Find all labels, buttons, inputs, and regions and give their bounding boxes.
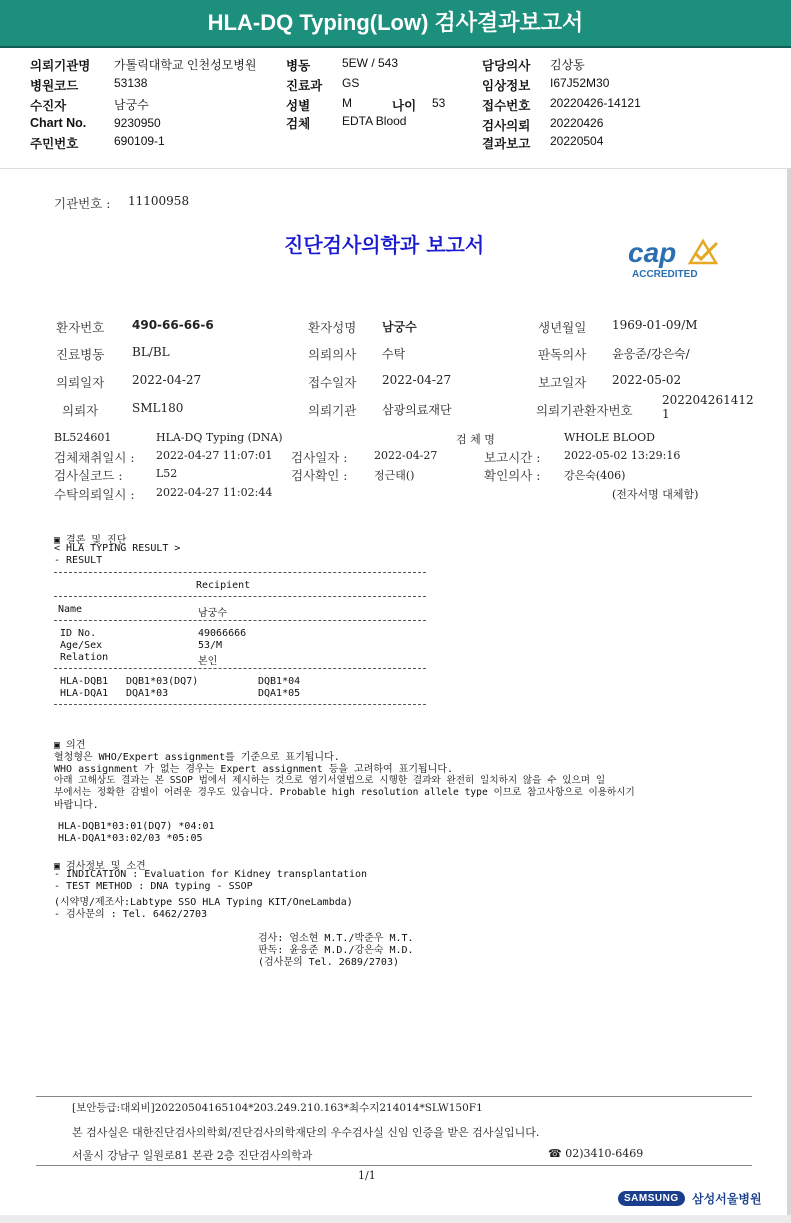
relation-value: 본인 [198,656,218,667]
info-value: 1 [662,407,670,421]
header-value: 김상동 [550,58,585,72]
info-value: 수탁 [382,347,406,361]
header-value: 690109-1 [114,134,165,148]
info-value: 2022-04-27 [382,373,452,387]
collect-time: 2022-04-27 11:07:01 [156,449,273,462]
info-value: 2022-05-02 [612,373,682,387]
header-label: Chart No. [30,116,87,130]
info-value: 202204261412 [662,393,754,407]
result-subtitle: - RESULT [54,555,103,566]
test-name: HLA-DQ Typing (DNA) [156,431,283,444]
signer-line: 판독: 윤응준 M.D./강은숙 M.D. [258,945,414,956]
section-title: ▣ 검사정보 및 소견 [54,861,146,872]
esign-note: (전자서명 대체함) [612,488,699,501]
footer-divider [36,1096,752,1097]
dqb1-allele-a: DQB1*03(DQ7) [126,676,199,687]
header-label: 검사의뢰 [482,119,531,133]
header-label: 임상정보 [482,79,531,93]
info-label: 판독의사 [538,347,587,362]
opinion-line: 바랍니다. [54,800,99,811]
info-line: - TEST METHOD : DNA typing - SSOP [54,881,253,892]
header-label: 병원코드 [30,79,79,93]
info-label: 생년월일 [538,320,587,335]
dqb1-label: HLA-DQB1 [60,676,109,687]
patient-header [0,48,791,168]
cert-line: 본 검사실은 대한진단검사의학회/진단검사의학재단의 우수검사실 신임 인증을 받은 검사실입니다. [72,1126,540,1139]
info-label: 의뢰일자 [56,375,105,390]
verify: 정근태() [374,469,415,482]
header-label: 검체 [286,117,311,131]
footer-divider [36,1165,752,1166]
info-label: 환자번호 [56,320,105,335]
test-code: BL524601 [54,431,112,444]
age-label: Age/Sex [60,640,103,651]
divider [54,668,426,669]
inst-no-label: 기관번호 : [54,196,111,211]
header-value: I67J52M30 [550,76,610,90]
exam-date: 2022-04-27 [374,449,438,462]
info-label: 환자성명 [308,320,357,335]
header-label: 주민번호 [30,137,79,151]
divider [54,620,426,621]
opinion-line: 혈청형은 WHO/Expert assignment를 기준으로 표기됩니다. [54,752,340,763]
header-label: 의뢰기관명 [30,59,91,73]
header-label: 나이 [392,99,417,113]
header-value: 가톨릭대학교 인천성모병원 [114,58,257,72]
address-line: 서울시 강남구 일원로81 본관 2층 진단검사의학과 [72,1149,313,1162]
header-value: 53 [432,96,446,110]
info-label: 의뢰기관환자번호 [536,403,633,418]
header-label: 진료과 [286,79,323,93]
header-value: 20220426 [550,116,604,130]
signer-line: (검사문의 Tel. 2689/2703) [258,957,399,968]
signer-line: 검사: 엄소현 M.T./박준우 M.T. [258,933,414,944]
check-triangle-icon [686,237,720,267]
confirm-label: 확인의사 : [484,468,541,483]
dqa1-allele-a: DQA1*03 [126,688,169,699]
header-label: 결과보고 [482,137,531,151]
lab-code: L52 [156,467,178,480]
opinion-line: 아래 고해상도 결과는 본 SSOP 법에서 제시하는 것으로 염기서열법으로 시행한 결과와 완전히 일치하지 않을 수 있으며 일 [54,775,606,786]
header-value: 53138 [114,76,148,90]
recipient-header: Recipient [196,580,251,591]
header-label: 수진자 [30,99,67,113]
header-value: 20220504 [550,134,604,148]
report-time: 2022-05-02 13:29:16 [564,449,681,462]
section-title: ▣ 결론 및 진단 [54,535,127,546]
patient-name: 남궁수 [382,320,417,334]
opinion-line: WHO assignment 가 없는 경우는 Expert assignment 등을 고려하여 표기됩니다. [54,764,454,775]
consign-label: 수탁의뢰일시 : [54,487,135,502]
header-value: EDTA Blood [342,114,407,128]
opinion-line: 부에서는 정확한 감별이 어려운 경우도 있습니다. Probable high resolution allele type 이므로 참고사항으로 이용하시기 [54,787,635,798]
collect-label: 검체채취일시 : [54,450,135,465]
lab-code-label: 검사실코드 : [54,468,123,483]
info-value: BL/BL [132,345,170,359]
section-title: ▣ 의견 [54,740,86,751]
inst-no: 11100958 [128,194,190,208]
header-value: M [342,96,352,110]
samsung-hospital-logo: SAMSUNG 삼성서울병원 [618,1189,758,1211]
cap-accredited-logo: cap ACCREDITED [626,237,726,283]
verify-label: 검사확인 : [291,468,348,483]
name-value: 남궁수 [198,608,227,619]
report-paper [0,168,791,1215]
exam-date-label: 검사일자 : [291,450,348,465]
info-label: 진료병동 [56,347,105,362]
divider [54,596,426,597]
divider [54,572,426,573]
header-value: 20220426-14121 [550,96,641,110]
confirm: 강은숙(406) [564,469,626,482]
high-res-dqa1: HLA-DQA1*03:02/03 *05:05 [58,833,203,844]
info-line: - 검사문의 : Tel. 6462/2703 [54,909,208,920]
age-value: 53/M [198,640,223,651]
page-number: 1/1 [358,1169,376,1182]
divider [54,704,426,705]
header-label: 성별 [286,99,311,113]
header-label: 접수번호 [482,99,531,113]
info-value: 삼광의료재단 [382,403,452,417]
info-line: - INDICATION : Evaluation for Kidney transplantation [54,869,368,880]
header-value: GS [342,76,360,90]
relation-label: Relation [60,652,109,663]
info-label: 의뢰의사 [308,347,357,362]
specimen-label: 검 체 명 [456,433,495,446]
header-value: 남궁수 [114,98,149,112]
doc-title: 진단검사의학과 보고서 [284,233,485,257]
security-line: [보안등급:대외비]20220504165104*203.249.210.163*최수지214014*SLW150F1 [72,1102,483,1114]
info-label: 접수일자 [308,375,357,390]
specimen: WHOLE BLOOD [564,431,655,444]
result-subtitle: < HLA TYPING RESULT > [54,543,181,554]
info-value: SML180 [132,401,184,415]
name-label: Name [58,604,83,615]
info-value: 윤응준/강은숙/ [612,347,690,361]
info-value: 1969-01-09/M [612,318,698,332]
header-label: 담당의사 [482,59,531,73]
info-value: 2022-04-27 [132,373,202,387]
patient-number: 490-66-66-6 [132,318,214,332]
consign-time: 2022-04-27 11:02:44 [156,486,273,499]
dqa1-label: HLA-DQA1 [60,688,109,699]
info-label: 보고일자 [538,375,587,390]
info-label: 의뢰기관 [308,403,357,418]
dqa1-allele-b: DQA1*05 [258,688,301,699]
high-res-dqb1: HLA-DQB1*03:01(DQ7) *04:01 [58,821,215,832]
header-label: 병동 [286,59,311,73]
info-line: (시약명/제조사:Labtype SSO HLA Typing KIT/OneLambda) [54,897,353,908]
id-value: 49066666 [198,628,247,639]
info-label: 의뢰자 [62,403,99,418]
dqb1-allele-b: DQB1*04 [258,676,301,687]
report-time-label: 보고시간 : [484,450,541,465]
id-label: ID No. [60,628,97,639]
phone-line: ☎ 02)3410-6469 [548,1147,644,1160]
header-value: 5EW / 543 [342,56,399,70]
header-value: 9230950 [114,116,161,130]
report-title: HLA-DQ Typing(Low) 검사결과보고서 [0,0,791,48]
